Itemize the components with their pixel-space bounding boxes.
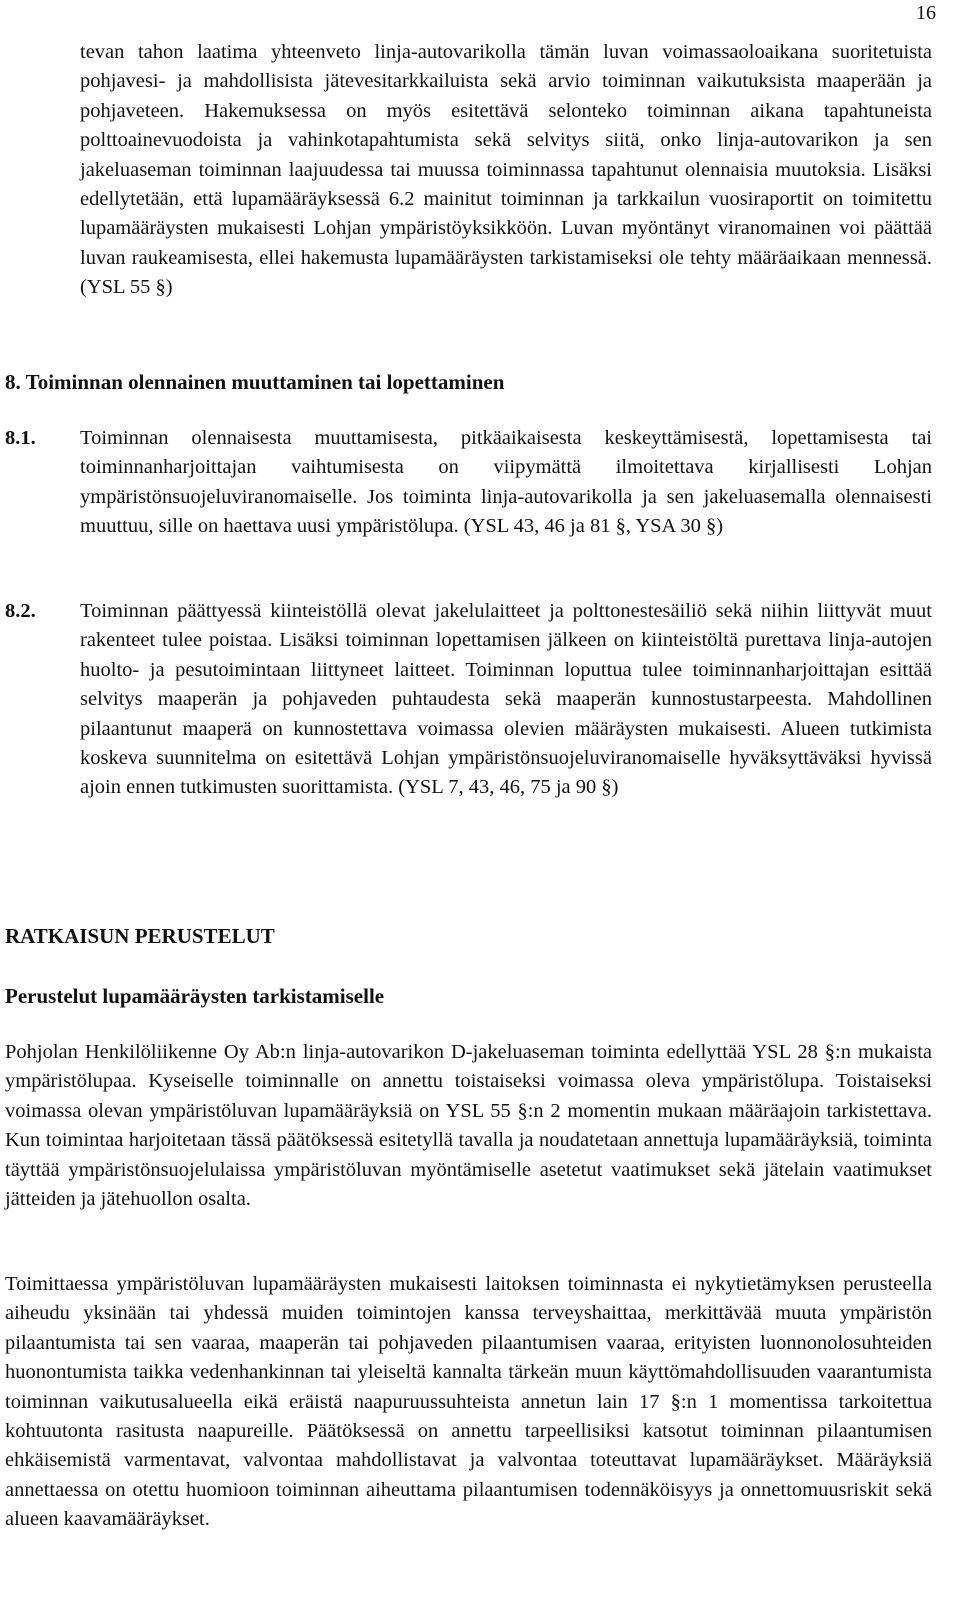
item-number: 8.2. bbox=[5, 600, 36, 622]
paragraph: Toimittaessa ympäristöluvan lupamääräysten mukaisesti laitoksen toiminnasta ei nykytietämyksen perusteella aiheudu yksinään tai yhdessä muiden toimintojen kanssa terveyshaittaa, merkittävää muuta ympäristön pilaantumista tai sen vaaraa, maaperän tai pohjaveden pilaantumisen vaaraa, erityisten luonnonolosuhteiden huonontumista taikka vedenhankinnan tai yleiseltä kannalta tärkeän muun käyttömahdollisuuden vaarantumista toiminnan vaikutusalueella eikä eräistä naapuruussuhteista annetun lain 17 §:n 1 momentissa tarkoitettua kohtuutonta rasitusta naapureille. Päätöksessä on annettu tarpeellisiksi katsotut toiminnan pilaantumisen ehkäisemistä varmentavat, valvontaa mahdollistavat ja valvontaa toteuttavat lupamääräykset. Määräyksiä annettaessa on otettu huomioon toiminnan aiheuttama pilaantumisen todennäköisyys ja onnettomuusriskit sekä alueen kaavamääräykset. bbox=[5, 1273, 932, 1531]
paragraph: Pohjolan Henkilöliikenne Oy Ab:n linja-autovarikon D-jakeluaseman toiminta edellyttää YSL 28 §:n mukaista ympäristölupaa. Kyseiselle toiminnalle on annettu toistaiseksi voimassa oleva ympäristölupa. Toistaiseksi voimassa olevan ympäristöluvan lupamääräyksiä on YSL 55 §:n 2 momentin mukaan määräajoin tarkistettava. Kun toimintaa harjoitetaan tässä päätöksessä esitetyllä tavalla ja noudatetaan annettuja lupamääräyksiä, toiminta täyttää ympäristönsuojelulaissa ympäristöluvan myöntämiselle asetetut vaatimukset sekä jätelain vaatimukset jätteiden ja jätehuollon osalta. bbox=[5, 1041, 932, 1211]
section8-heading: 8. Toiminnan olennainen muuttaminen tai lopettaminen bbox=[5, 370, 505, 394]
item-8-2 bbox=[5, 597, 932, 803]
subsection-heading: Perustelut lupamääräysten tarkistamiselle bbox=[5, 984, 385, 1008]
page-number: 16 bbox=[916, 2, 936, 24]
item-8-1 bbox=[5, 424, 932, 542]
item-number: 8.1. bbox=[5, 427, 36, 449]
section7-continuation: tevan tahon laatima yhteenveto linja-autovarikolla tämän luvan voimassaoloaikana suoritetuista pohjavesi- ja mahdollisista jätevesitarkkailuista sekä arvio toiminnan vaikutuksista maaperään ja pohjaveteen. Hakemuksessa on myös esitettävä selonteko toiminnan aikana tapahtuneista polttoainevuodoista ja vahinkotapahtumista sekä selvitys siitä, onko linja-autovarikon ja sen jakeluaseman toiminnan laajuudessa tai muussa toiminnassa tapahtunut olennaisia muutoksia. Lisäksi edellytetään, että lupamääräyksessä 6.2 mainitut toiminnan ja tarkkailun vuosiraportit on toimitettu lupamääräysten mukaisesti Lohjan ympäristöyksikköön. Luvan myöntänyt viranomainen voi päättää luvan raukeamisesta, ellei hakemusta lupamääräysten tarkistamiseksi ole tehty määräaikaan mennessä. (YSL 55 §) bbox=[80, 41, 932, 299]
section-heading: RATKAISUN PERUSTELUT bbox=[5, 924, 275, 948]
item-text: Toiminnan olennaisesta muuttamisesta, pitkäaikaisesta keskeyttämisestä, lopettamisesta tai toiminnanharjoittajan vaihtumisesta on viipymättä ilmoitettava kirjallisesti Lohjan ympäristönsuojeluviranomaiselle. Jos toiminta linja-autovarikolla ja sen jakeluasemalla olennaisesti muuttuu, sille on haettava uusi ympäristölupa. (YSL 43, 46 ja 81 §, YSA 30 §) bbox=[80, 427, 932, 538]
item-text: Toiminnan päättyessä kiinteistöllä olevat jakelulaitteet ja polttonestesäiliö sekä niihin liittyvät muut rakenteet tulee poistaa. Lisäksi toiminnan lopettamisen jälkeen on kiinteistöltä purettava linja-autojen huolto- ja pesutoimintaan liittyneet laitteet. Toiminnan loputtua tulee toiminnanharjoittajan esittää selvitys maaperän ja pohjaveden puhtaudesta sekä maaperän kunnostustarpeesta. Mahdollinen pilaantunut maaperä on kunnostettava voimassa olevien määräysten mukaisesti. Alueen tutkimista koskeva suunnitelma on esitettävä Lohjan ympäristönsuojeluviranomaiselle hyväksyttäväksi hyvissä ajoin ennen tutkimusten suorittamista. (YSL 7, 43, 46, 75 ja 90 §) bbox=[80, 600, 932, 799]
